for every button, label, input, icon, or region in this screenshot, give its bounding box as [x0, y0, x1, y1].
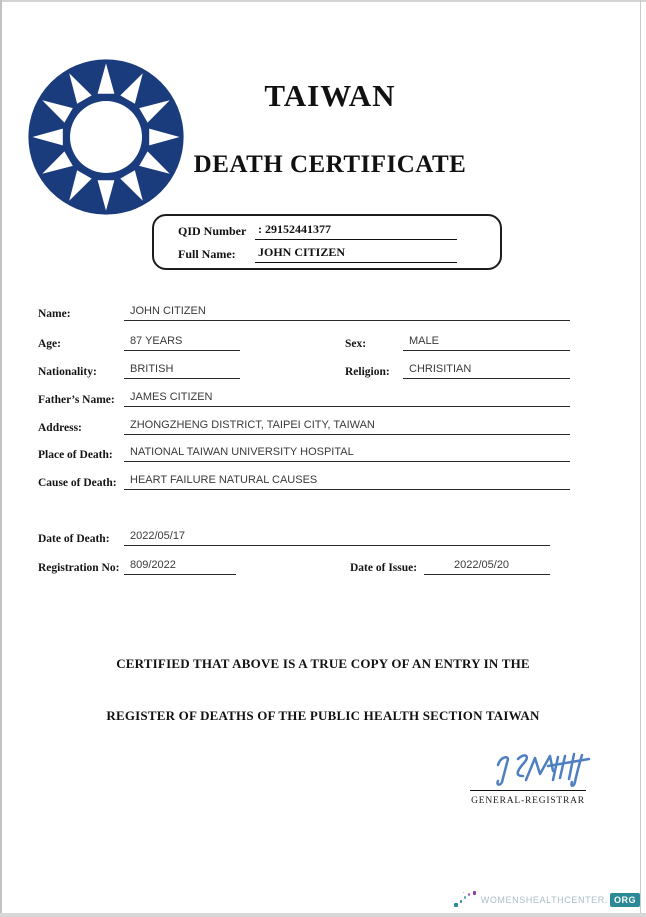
- certification-line-1: CERTIFIED THAT ABOVE IS A TRUE COPY OF AN ENTRY IN THE: [116, 656, 530, 671]
- cause-of-death-label: Cause of Death:: [38, 477, 117, 489]
- registration-no-label: Registration No:: [38, 562, 120, 574]
- watermark-swoosh-icon: [454, 890, 479, 910]
- religion-value: CHRISITIAN: [403, 363, 570, 379]
- religion-label: Religion:: [345, 366, 390, 378]
- father-name-label: Father’s Name:: [38, 394, 115, 406]
- name-value: JOHN CITIZEN: [124, 305, 570, 321]
- place-of-death-label: Place of Death:: [38, 449, 113, 461]
- registrar-title: GENERAL-REGISTRAR: [471, 796, 585, 806]
- registrar-signature-icon: [492, 749, 592, 791]
- date-of-death-label: Date of Death:: [38, 533, 110, 545]
- name-label: Name:: [38, 308, 71, 320]
- address-value: ZHONGZHENG DISTRICT, TAIPEI CITY, TAIWAN: [124, 419, 570, 435]
- page-edge-bottom: [0, 913, 646, 917]
- fullname-label: Full Name:: [178, 247, 236, 261]
- nationality-value: BRITISH: [124, 363, 240, 379]
- age-value: 87 YEARS: [124, 335, 240, 351]
- father-name-value: JAMES CITIZEN: [124, 391, 570, 407]
- qid-label: QID Number: [178, 224, 247, 238]
- place-of-death-value: NATIONAL TAIWAN UNIVERSITY HOSPITAL: [124, 446, 570, 462]
- document-title: DEATH CERTIFICATE: [193, 151, 467, 178]
- watermark-text: WOMENSHEALTHCENTER.: [480, 895, 608, 905]
- age-label: Age:: [38, 338, 61, 350]
- page-edge-top: [0, 0, 646, 2]
- fullname-value: JOHN CITIZEN: [255, 245, 457, 263]
- date-of-death-value: 2022/05/17: [124, 530, 550, 546]
- address-label: Address:: [38, 422, 82, 434]
- watermark-org-badge: ORG: [610, 893, 640, 907]
- registration-no-value: 809/2022: [124, 559, 236, 575]
- sex-value: MALE: [403, 335, 570, 351]
- watermark-logo: [454, 889, 640, 911]
- date-of-issue-label: Date of Issue:: [350, 562, 418, 574]
- certification-line-2: REGISTER OF DEATHS OF THE PUBLIC HEALTH SECTION TAIWAN: [106, 708, 540, 723]
- qid-value: : 29152441377: [255, 222, 457, 240]
- date-of-issue-value: 2022/05/20: [424, 559, 550, 575]
- page-edge-right: [640, 0, 641, 917]
- cause-of-death-value: HEART FAILURE NATURAL CAUSES: [124, 474, 570, 490]
- signature-line: [470, 790, 586, 791]
- nationality-label: Nationality:: [38, 366, 97, 378]
- country-title: TAIWAN: [264, 78, 396, 113]
- page-edge-left: [0, 0, 2, 917]
- sex-label: Sex:: [345, 338, 367, 350]
- id-summary-box: [152, 214, 502, 270]
